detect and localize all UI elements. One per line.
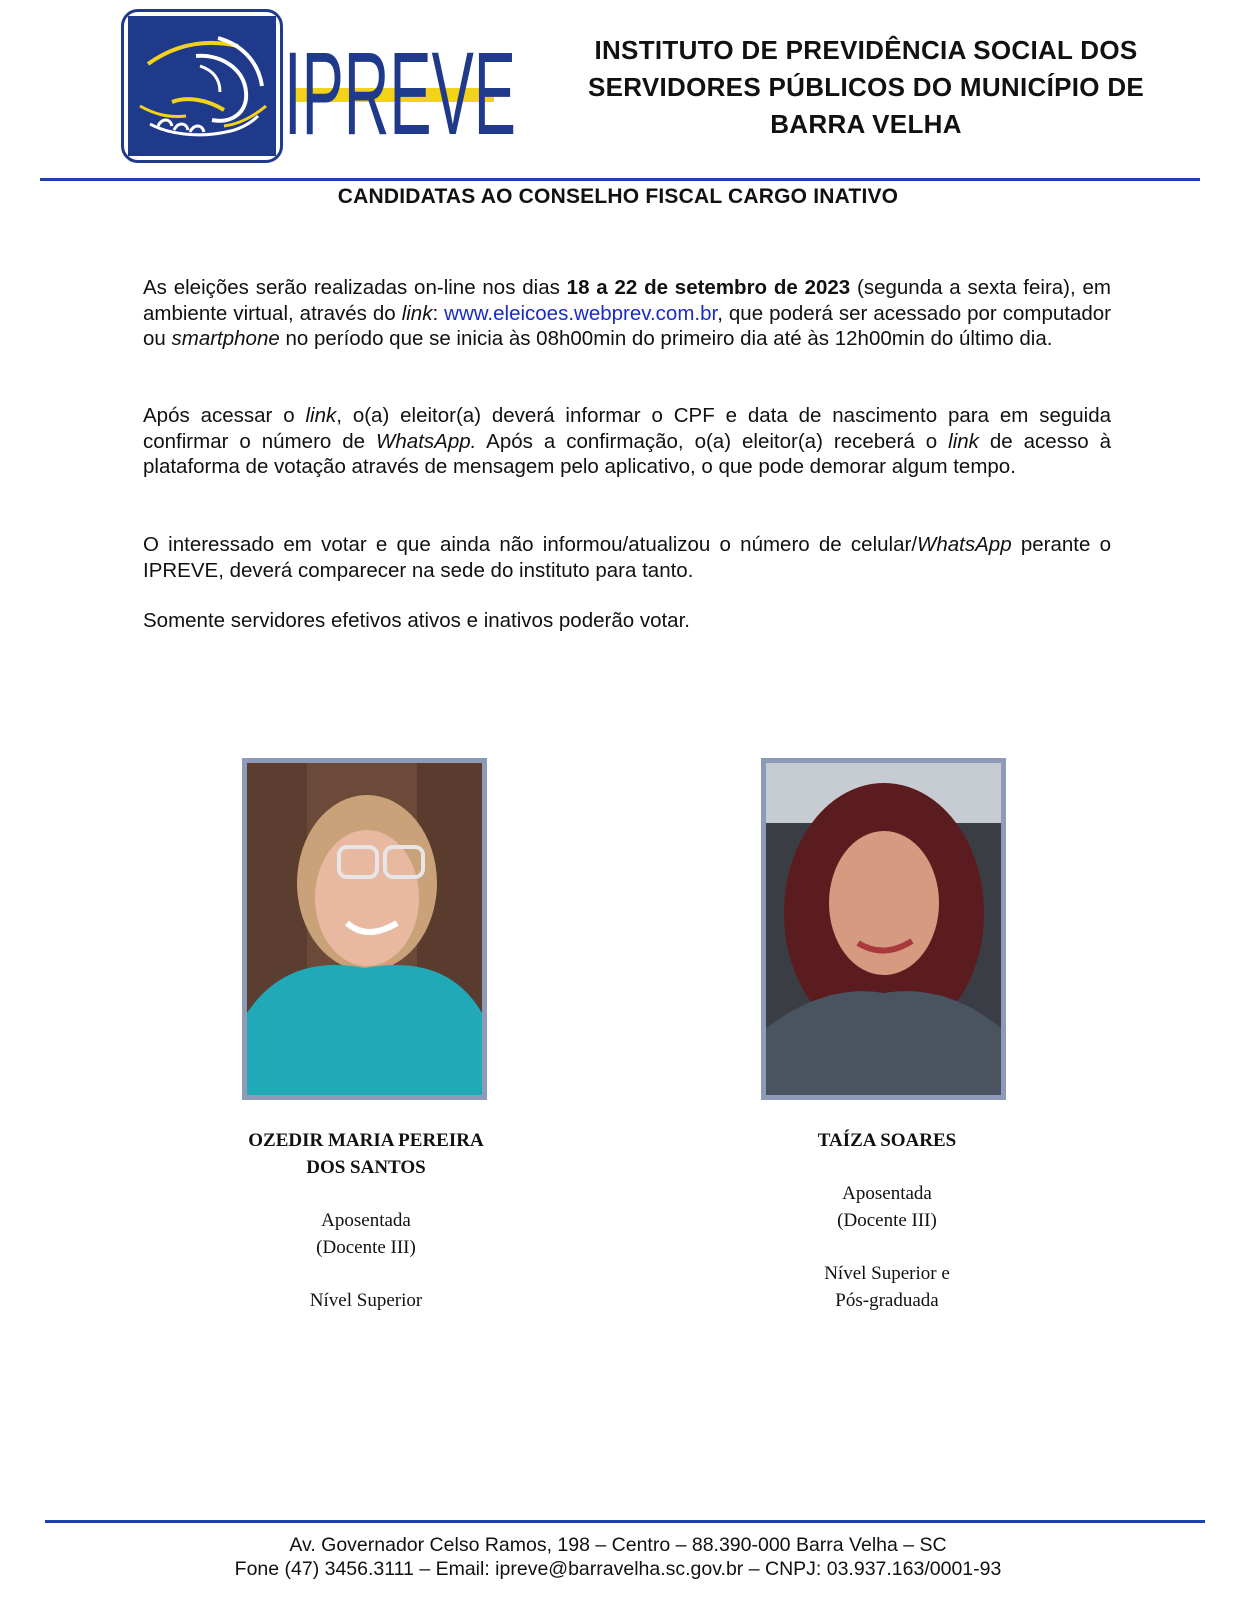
text-segment: As eleições serão realizadas on-line nos dias bbox=[143, 276, 567, 299]
header-divider bbox=[40, 178, 1200, 181]
institute-name bbox=[556, 32, 1176, 143]
ipreve-wordmark bbox=[284, 26, 519, 160]
text-segment: WhatsApp bbox=[917, 533, 1012, 556]
institute-name-line1: INSTITUTO DE PREVIDÊNCIA SOCIAL DOS bbox=[594, 35, 1138, 65]
candidate-role: Aposentada bbox=[321, 1210, 411, 1231]
footer-divider bbox=[45, 1520, 1205, 1523]
paragraph-phone-update bbox=[143, 532, 1111, 583]
paragraph-eligibility: Somente servidores efetivos ativos e inativos poderão votar. bbox=[143, 609, 690, 632]
candidate-education: Nível Superior e bbox=[824, 1263, 950, 1284]
handshake-icon bbox=[128, 16, 276, 156]
text-segment: (segunda a sexta feira), em ambiente virtual, através do bbox=[143, 276, 1111, 325]
footer-contact: Fone (47) 3456.3111 – Email: ipreve@barravelha.sc.gov.br – CNPJ: 03.937.163/0001-93 bbox=[234, 1558, 1002, 1580]
ipreve-logo-text: IPREVE bbox=[284, 28, 516, 160]
candidate-role: (Docente III) bbox=[316, 1237, 416, 1258]
candidate-role: (Docente III) bbox=[837, 1210, 937, 1231]
text-segment: link bbox=[401, 301, 433, 325]
portrait-image bbox=[247, 763, 482, 1095]
letterhead bbox=[0, 0, 1236, 180]
text-segment: Após a confirmação, o(a) eleitor(a) receberá o bbox=[476, 429, 949, 453]
candidate-name: TAÍZA SOARES bbox=[817, 1130, 957, 1151]
candidate-photo bbox=[761, 758, 1006, 1100]
paragraph-election-dates bbox=[143, 275, 1111, 352]
paragraph-access-instructions bbox=[143, 403, 1111, 480]
portrait-image bbox=[766, 763, 1001, 1095]
page-title: CANDIDATAS AO CONSELHO FISCAL CARGO INATIVO bbox=[337, 185, 899, 208]
text-segment: O interessado em votar e que ainda não informou/atualizou o número de celular/ bbox=[143, 533, 918, 556]
election-dates: 18 a 22 de setembro de 2023 bbox=[566, 276, 851, 299]
text-segment: WhatsApp. bbox=[376, 429, 477, 453]
candidate-name: OZEDIR MARIA PEREIRA bbox=[248, 1130, 484, 1151]
text-segment: : bbox=[432, 301, 445, 325]
text-segment: perante o IPREVE, deverá comparecer na sede do instituto para tanto. bbox=[143, 533, 1111, 582]
election-website-link[interactable]: www.eleicoes.webprev.com.br bbox=[444, 301, 718, 325]
text-segment: , o(a) eleitor(a) deverá informar o CPF e data de nascimento para em seguida confirmar o número de bbox=[143, 404, 1111, 453]
candidate-card bbox=[737, 1127, 1037, 1314]
text-segment: link bbox=[948, 429, 979, 453]
candidate-education: Nível Superior bbox=[309, 1290, 423, 1311]
institute-name-line2: SERVIDORES PÚBLICOS DO MUNICÍPIO DE bbox=[587, 72, 1145, 102]
text-segment: Após acessar o bbox=[143, 404, 306, 427]
candidate-photo bbox=[242, 758, 487, 1100]
institute-name-line3: BARRA VELHA bbox=[770, 109, 962, 139]
text-segment: smartphone bbox=[171, 327, 280, 350]
text-segment: de acesso à plataforma de votação através de mensagem pelo aplicativo, o que pode demorar algum tempo. bbox=[143, 429, 1111, 478]
candidate-education: Pós-graduada bbox=[835, 1290, 939, 1311]
candidate-name: DOS SANTOS bbox=[306, 1157, 426, 1178]
text-segment: no período que se inicia às 08h00min do primeiro dia até às 12h00min do último dia. bbox=[279, 327, 1053, 350]
candidate-card bbox=[216, 1127, 516, 1314]
candidate-role: Aposentada bbox=[842, 1183, 932, 1204]
text-segment: link bbox=[305, 404, 337, 427]
ipreve-emblem bbox=[124, 12, 280, 160]
footer-address: Av. Governador Celso Ramos, 198 – Centro – 88.390-000 Barra Velha – SC bbox=[289, 1534, 947, 1556]
text-segment: , que poderá ser acessado por computador ou bbox=[143, 301, 1111, 350]
